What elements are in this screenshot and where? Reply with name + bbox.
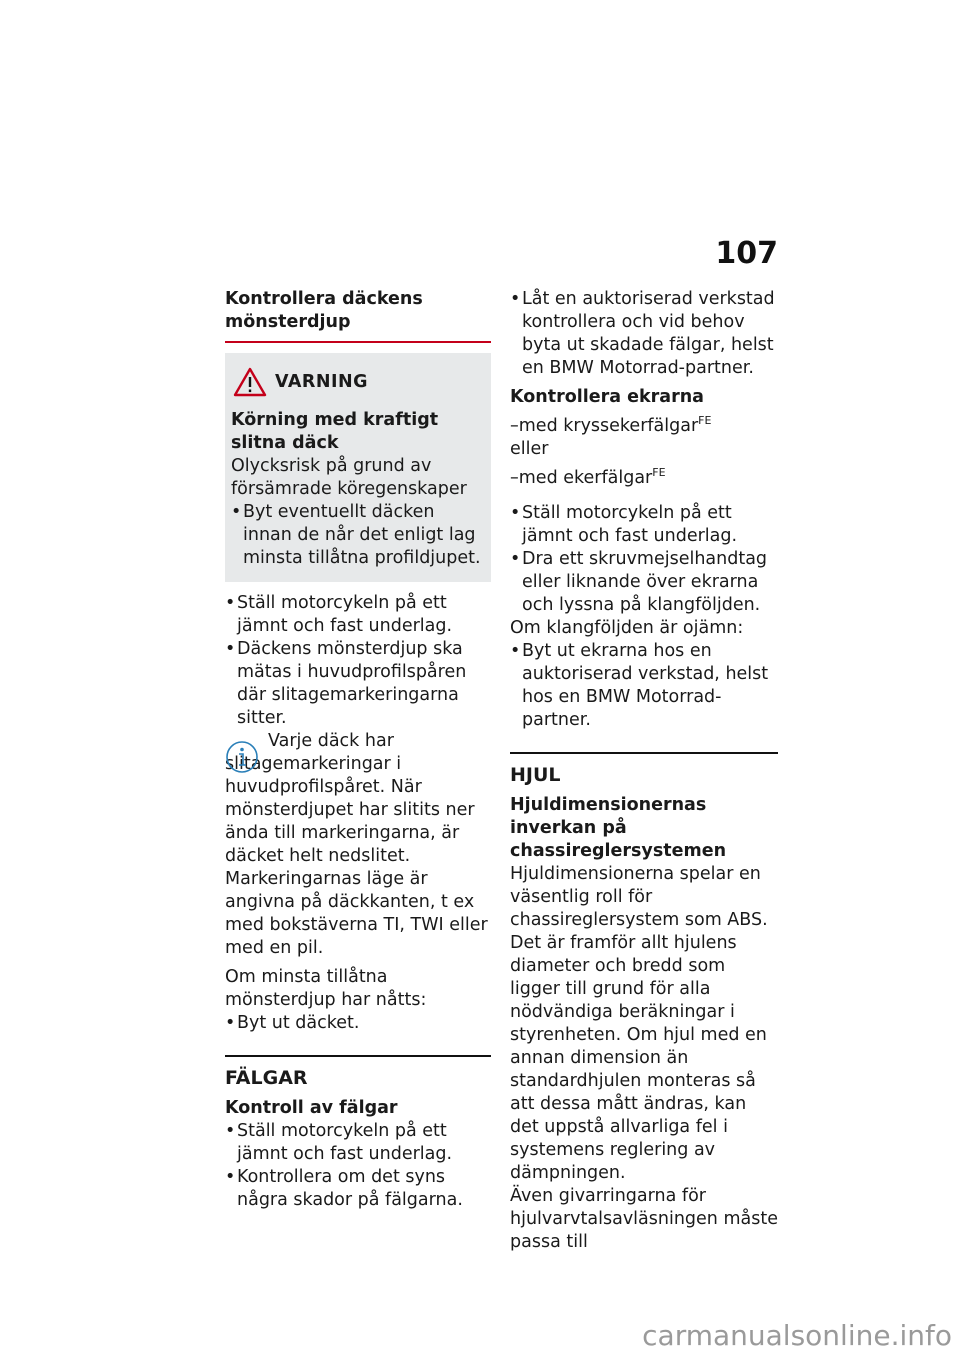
info-icon [225,740,259,774]
section-title-rims: FÄLGAR [225,1067,308,1089]
warning-title: Körning med kraftigt slitna däck [231,410,439,453]
list-item: • Däckens mönsterdjup ska mätas i huvudprofilspåren där slitagemarkeringarna sitter. [225,638,491,730]
uneven-text: Om klangföljden är ojämn: [510,617,744,638]
option-code: FE [698,414,712,427]
warning-text: Olycksrisk på grund av försämrade köregenskaper [231,456,467,499]
option-cross-spoke [510,409,778,438]
list-item: • Dra ett skruvmejselhandtag eller liknande över ekrarna och lyssna på klangföljden. [510,548,778,617]
option-text: –med ekerfälgar [510,467,653,488]
list-item: • Ställ motorcykeln på ett jämnt och fast underlag. [225,592,491,638]
right-column [510,288,778,1254]
warning-label: VARNING [275,372,369,392]
warning-triangle-icon [233,367,267,397]
warning-box [225,353,491,582]
section-rule [225,1055,491,1057]
option-or: eller [510,438,549,459]
left-column [225,288,491,1212]
tread-depth-heading: Kontrollera däckens mönsterdjup [225,289,423,332]
list-item: • Ställ motorcykeln på ett jämnt och fast underlag. [225,1120,491,1166]
spokes-heading: Kontrollera ekrarna [510,387,704,407]
min-depth-text: Om minsta tillåtna mönsterdjup har nåtts: [225,967,427,1010]
section-rule [510,752,778,754]
warning-bullet: • Byt eventuellt däcken innan de når det enligt lag minsta tillåtna profildjupet. [231,501,481,570]
option-code: FE [652,465,666,479]
section-title-wheel: HJUL [510,763,561,786]
wheel-paragraph: Även givarringarna för hjulvarvtalsavläsningen måste passa till [510,1185,778,1252]
list-item: • Ställ motorcykeln på ett jämnt och fast underlag. [510,502,778,548]
warning-header [231,367,481,397]
watermark: carmanualsonline.info [642,1319,952,1352]
list-item: • Byt ut däcket. [225,1012,491,1035]
info-text: Varje däck har slitagemarkeringar i huvudprofilspåret. När mönsterdjupet har slitits ner ända till markeringarna, är däcket helt nedslitet. Markeringarnas läge är angivna på däckkanten, t ex med bokstäverna TI, TWI eller med en pil. [225,731,488,958]
info-note [225,730,491,960]
option-text: –med kryssekerfälgar [510,415,699,436]
list-item: • Kontrollera om det syns några skador på fälgarna. [225,1166,491,1212]
wheel-heading: Hjuldimensionernas inverkan på chassireglersystemen [510,794,727,861]
list-item: • Byt ut ekrarna hos en auktoriserad verkstad, helst hos en BMW Motorrad-partner. [510,640,778,732]
wheel-paragraph: Hjuldimensionerna spelar en väsentlig roll för chassireglersystem som ABS. Det är framför allt hjulens diameter och bredd som ligger till grund för alla nödvändiga beräkningar i styrenheten. Om hjul med en annan dimension än standardhjulen monteras så att dessa mått ändras, kan det uppstå allvarliga fel i systemens reglering av dämpningen. [510,863,768,1183]
option-spoke [510,461,778,490]
heading-rule [225,341,491,343]
page-number: 107 [715,236,778,271]
list-item: • Låt en auktoriserad verkstad kontrollera och vid behov byta ut skadade fälgar, helst en BMW Motorrad-partner. [510,288,778,380]
rims-heading: Kontroll av fälgar [225,1098,398,1118]
